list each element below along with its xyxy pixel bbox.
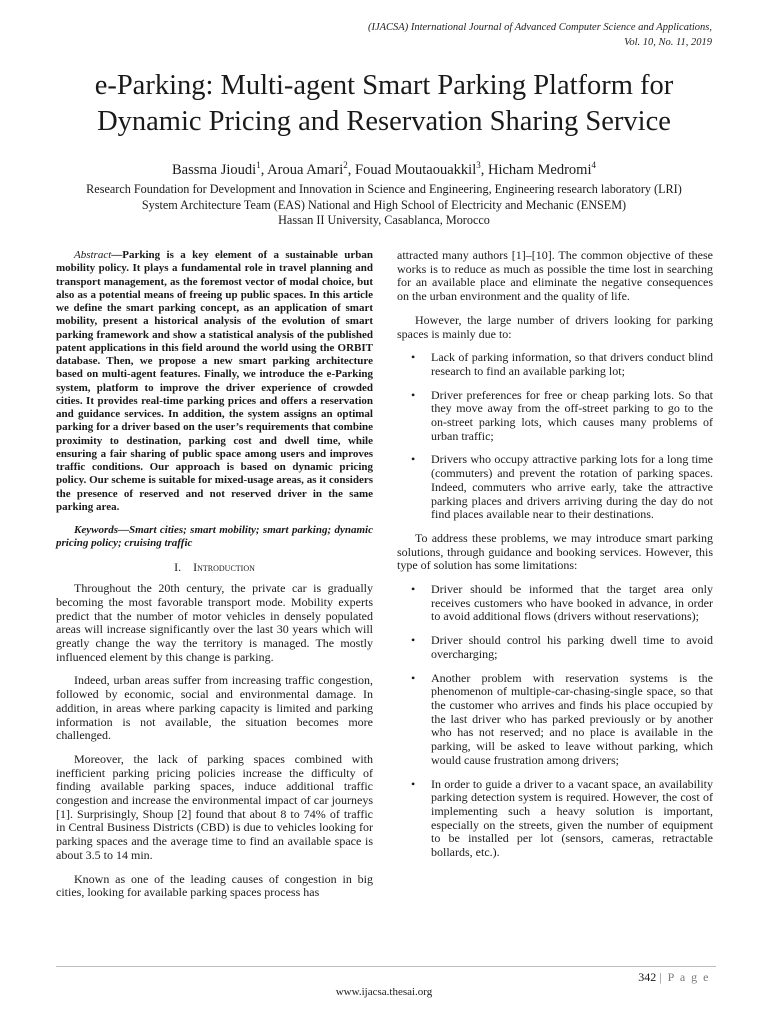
author-affiliation-mark: 1 (256, 160, 261, 171)
author-name: Aroua Amari (267, 162, 344, 178)
keywords: Keywords—Smart cities; smart mobility; smart parking; dynamic pricing policy; cruising traffic (56, 524, 373, 550)
list-item (397, 351, 713, 378)
author-name: Bassma Jioudi (172, 162, 257, 178)
affiliation-block (40, 182, 728, 229)
author-affiliation-mark: 4 (591, 160, 596, 171)
author-name: Fouad Moutaouakkil (355, 162, 477, 178)
section-number: I. (174, 559, 182, 574)
body-paragraph: To address these problems, we may introduce smart parking solutions, through guidance and booking services. However, this type of solution has some limitations: (397, 530, 713, 573)
list-item (397, 778, 713, 860)
footer-divider (56, 966, 716, 967)
list-item-text: Driver preferences for free or cheap parking lots. So that they move away from the off-street parking to go to the on-street parking lots, which causes many problems of urban traffic; (431, 387, 713, 443)
list-item-text: Lack of parking information, so that drivers conduct blind research to find an available parking lot; (431, 350, 713, 378)
list-item (397, 672, 713, 768)
abstract-dash: — (111, 249, 123, 261)
list-item (397, 634, 713, 661)
page-label: | P a g e (659, 970, 710, 984)
body-paragraph: Moreover, the lack of parking spaces combined with inefficient parking pricing policies increase the difficulty of finding available parking spaces, induce additional traffic congestion and increase the environmental impact of car journeys [1]. Surprisingly, Shoup [2] found that about 8 to 74% of traffic in Central Business Districts (CBD) is due to vehicles looking for parking spaces and the average time to find an available space is about 3.5 to 14 min. (56, 751, 373, 862)
list-item-text: Driver should control his parking dwell time to avoid overcharging; (431, 633, 713, 661)
footer-url: www.ijacsa.thesai.org (335, 986, 433, 998)
list-item-text: Drivers who occupy attractive parking lots for a long time (commuters) and prevent the rotation of parking spaces. Indeed, commuters who arrive early, take the attractive parking places and drivers arriving during the day do not find places available near to their destinations. (431, 452, 713, 522)
bullet-icon: • (411, 387, 416, 402)
author-affiliation-mark: 3 (476, 160, 481, 171)
abstract (56, 249, 373, 514)
abstract-label: Abstract (74, 249, 112, 261)
paper-title (40, 68, 728, 140)
bullet-icon: • (411, 582, 416, 597)
bullet-icon: • (411, 452, 416, 467)
body-paragraph: However, the large number of drivers looking for parking spaces is mainly due to: (397, 312, 713, 341)
body-paragraph: Indeed, urban areas suffer from increasing traffic congestion, followed by economic, social and environmental damage. In addition, in areas where parking capacity is limited and parking information is not available, the situation becomes more challenged. (56, 673, 373, 743)
affiliation-line: System Architecture Team (EAS) National and High School of Electricity and Mechanic (ENSEM) (141, 197, 627, 212)
limitation-list (397, 583, 713, 860)
bullet-icon: • (411, 633, 416, 648)
author-list: Bassma Jioudi$^1$, Aroua Amari$^2$, Fouad Moutaouakkil$^3$, Hicham Medromi$^4$ (172, 160, 596, 178)
body-paragraph: Throughout the 20th century, the private car is gradually becoming the most favorable transport mode. Mobility experts predict that the number of motor vehicles in densely populated areas will increase significantly over the last 30 years which will greatly change the way the territory is managed. The mostly influenced element by this change is parking. (56, 581, 373, 664)
bullet-icon: • (411, 350, 416, 365)
list-item (397, 389, 713, 444)
body-paragraph: Known as one of the leading causes of congestion in big cities, looking for available parking spaces process has (56, 871, 373, 900)
left-column (56, 249, 373, 910)
abstract-text: Parking is a key element of a sustainable urban mobility policy. It plays a fundamental role in travel planning and transport management, as the foremost vector of modal choice, but also as a potential means of freeing up public spaces. In this article we define the smart parking concept, as an application of smart mobility, present a historical analysis of the evolution of smart parking framework and show a statistical analysis of the published patent applications in this field around the world using the ORBIT database. Then, we propose a new smart parking architecture based on multi-agent features. Finally, we introduce the e-Parking system, platform to improve the driver experience of crowded cities. It provides real-time parking prices and offers a reservation and guidance services. In addition, the system assigns an optimal parking for a driver based on the user’s requirements that combine proximity to destination, parking cost and dwell time, while ensuring a fair sharing of public space among users and improves traffic conditions. Our approach is based on dynamic pricing policy. Our scheme is suitable for mixed-usage areas, as it considers the presence of reserved and not reserved driver in the same parking area. (56, 249, 373, 513)
section-heading-introduction (56, 561, 373, 575)
affiliation-line: Hassan II University, Casablanca, Morocco (278, 213, 490, 227)
title-line-1: e-Parking: Multi-agent Smart Parking Platform for (94, 70, 674, 101)
affiliation-line: Research Foundation for Development and Innovation in Science and Engineering, Engineering research laboratory (LRI) (86, 182, 682, 196)
section-title: Introduction (193, 559, 255, 574)
journal-name: (IJACSA) International Journal of Advanced Computer Science and Applications, (367, 22, 712, 33)
list-item (397, 453, 713, 522)
title-line-2: Dynamic Pricing and Reservation Sharing Service (97, 106, 671, 137)
body-paragraph: attracted many authors [1]–[10]. The common objective of these works is to reduce as much as possible the time lost in searching for an available place and eliminate the negative consequences on the urban environment and the quality of life. (397, 248, 713, 304)
author-name: Hicham Medromi (487, 162, 592, 178)
journal-header (368, 20, 712, 50)
bullet-icon: • (411, 776, 416, 791)
page-number-value: 342 (638, 970, 657, 984)
list-item (397, 583, 713, 624)
list-item-text: Another problem with reservation systems is the phenomenon of multiple-car-chasing-single space, so that the customer who arrives and finds his place occupied by the last driver who has parked previously or by another who has not reserved; and no place is available in the parking, will be asked to leave without parking, which would cause frustration among drivers; (431, 670, 713, 767)
bullet-icon: • (411, 670, 416, 685)
right-column (397, 249, 713, 870)
list-item-text: Driver should be informed that the target area only receives customers who have booked in advance, in order to avoid additional flows (drivers without reservations); (431, 582, 713, 624)
page-number (638, 970, 710, 985)
journal-volume: Vol. 10, No. 11, 2019 (624, 37, 712, 48)
problem-list (397, 351, 713, 522)
author-affiliation-mark: 2 (343, 160, 348, 171)
list-item-text: In order to guide a driver to a vacant space, an availability parking detection system is required. However, the cost of implementing such a heavy solution is important, especially on the streets, given the number of equipment to be installed per lot (sensors, cameras, retractable bollards, etc.). (431, 776, 713, 860)
